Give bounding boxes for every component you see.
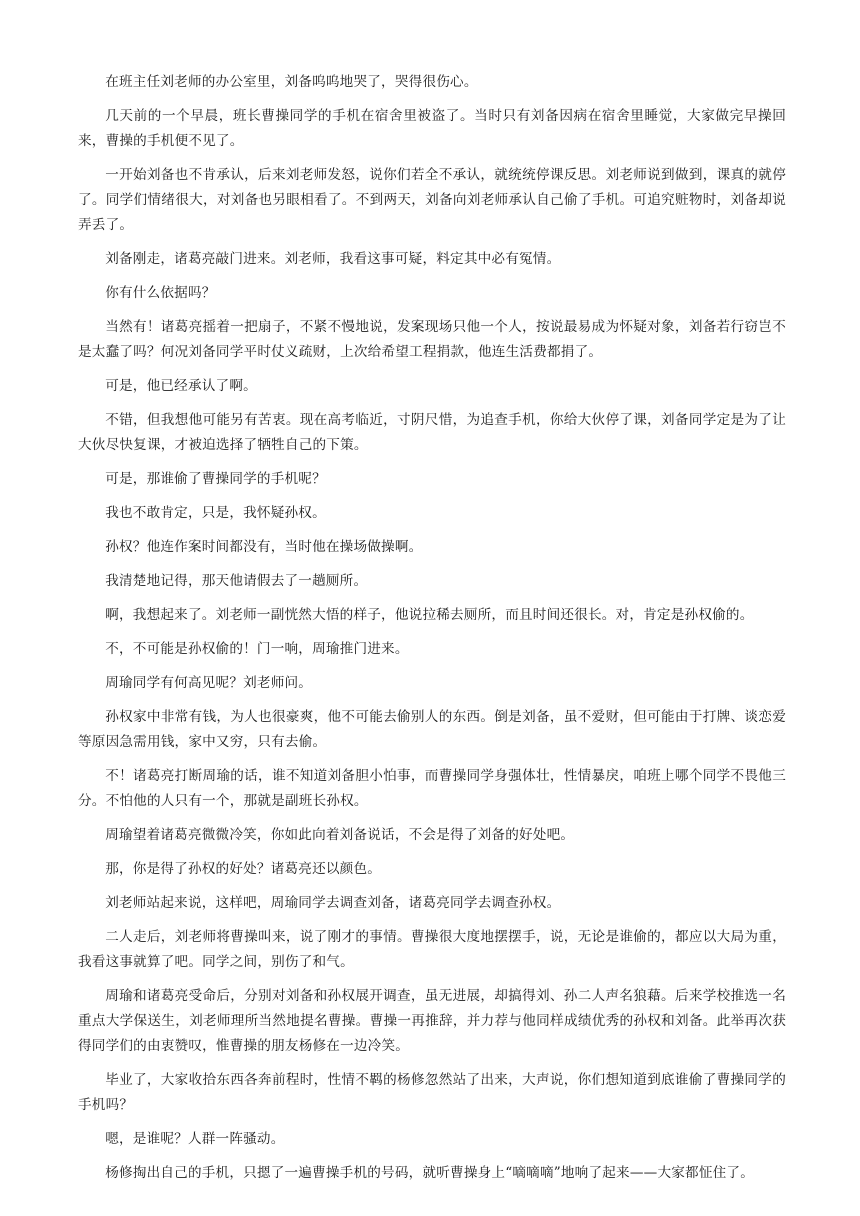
paragraph: 毕业了，大家收拾东西各奔前程时，性情不羁的杨修忽然站了出来，大声说，你们想知道到底谁偷了曹操同学的手机吗？ bbox=[78, 1072, 786, 1113]
paragraph: 周瑜望着诸葛亮微微冷笑，你如此向着刘备说话，不会是得了刘备的好处吧。 bbox=[105, 827, 575, 843]
paragraph: 不错，但我想他可能另有苦衷。现在高考临近，寸阴尺惜，为追查手机，你给大伙停了课，刘备同学定是为了让大伙尽快复课，才被迫选择了牺牲自己的下策。 bbox=[78, 412, 786, 453]
paragraph: 你有什么依据吗？ bbox=[105, 285, 216, 301]
paragraph: 那，你是得了孙权的好处？诸葛亮还以颜色。 bbox=[105, 861, 382, 877]
paragraph: 可是，他已经承认了啊。 bbox=[105, 378, 257, 394]
paragraph: 几天前的一个早晨，班长曹操同学的手机在宿舍里被盗了。当时只有刘备因病在宿舍里睡觉，大家做完早操回来，曹操的手机便不见了。 bbox=[78, 108, 786, 149]
paragraph: 可是，那谁偷了曹操同学的手机呢？ bbox=[105, 471, 326, 487]
paragraph: 我也不敢肯定，只是，我怀疑孙权。 bbox=[105, 505, 326, 521]
paragraph: 刘老师站起来说，这样吧，周瑜同学去调查刘备，诸葛亮同学去调查孙权。 bbox=[105, 895, 561, 911]
paragraph: 周瑜同学有何高见呢？刘老师问。 bbox=[105, 675, 313, 691]
paragraph: 啊，我想起来了。刘老师一副恍然大悟的样子，他说拉稀去厕所，而且时间还很长。对，肯定是孙权偷的。 bbox=[105, 607, 754, 623]
paragraph: 当然有！诸葛亮摇着一把扇子，不紧不慢地说，发案现场只他一个人，按说最易成为怀疑对象，刘备若行窃岂不是太蠢了吗？何况刘备同学平时仗义疏财，上次给希望工程捐款，他连生活费都捐了。 bbox=[78, 319, 786, 360]
paragraph: 不，不可能是孙权偷的！门一响，周瑜推门进来。 bbox=[105, 641, 409, 657]
paragraph: 刘备刚走，诸葛亮敲门进来。刘老师，我看这事可疑，料定其中必有冤情。 bbox=[105, 251, 561, 267]
paragraph: 一开始刘备也不肯承认，后来刘老师发怒，说你们若全不承认，就统统停课反思。刘老师说到做到，课真的就停了。同学们情绪很大，对刘备也另眼相看了。不到两天，刘备向刘老师承认自己偷了手机。可追究赃物时，刘备却说弄丢了。 bbox=[78, 167, 786, 233]
paragraph: 二人走后，刘老师将曹操叫来，说了刚才的事情。曹操很大度地摆摆手，说，无论是谁偷的，都应以大局为重，我看这事就算了吧。同学之间，别伤了和气。 bbox=[78, 929, 786, 970]
paragraph: 孙权？他连作案时间都没有，当时他在操场做操啊。 bbox=[105, 539, 423, 555]
paragraph: 我清楚地记得，那天他请假去了一趟厕所。 bbox=[105, 573, 368, 589]
paragraph: 嗯，是谁呢？人群一阵骚动。 bbox=[105, 1131, 285, 1147]
paragraph: 杨修掏出自己的手机，只摁了一遍曹操手机的号码，就听曹操身上“嘀嘀嘀”地响了起来——大家都怔住了。 bbox=[105, 1165, 754, 1181]
document-page bbox=[78, 70, 786, 1195]
paragraph: 不！诸葛亮打断周瑜的话，谁不知道刘备胆小怕事，而曹操同学身强体壮，性情暴戾，咱班上哪个同学不畏他三分。不怕他的人只有一个，那就是副班长孙权。 bbox=[78, 768, 786, 809]
paragraph: 周瑜和诸葛亮受命后，分别对刘备和孙权展开调查，虽无进展，却搞得刘、孙二人声名狼藉。后来学校推选一名重点大学保送生，刘老师理所当然地提名曹操。曹操一再推辞，并力荐与他同样成绩优秀的孙权和刘备。此举再次获得同学们的由衷赞叹，惟曹操的朋友杨修在一边冷笑。 bbox=[78, 988, 786, 1054]
paragraph: 在班主任刘老师的办公室里，刘备呜呜地哭了，哭得很伤心。 bbox=[105, 74, 478, 90]
paragraph: 孙权家中非常有钱，为人也很豪爽，他不可能去偷别人的东西。倒是刘备，虽不爱财，但可能由于打牌、谈恋爱等原因急需用钱，家中又穷，只有去偷。 bbox=[78, 709, 786, 750]
